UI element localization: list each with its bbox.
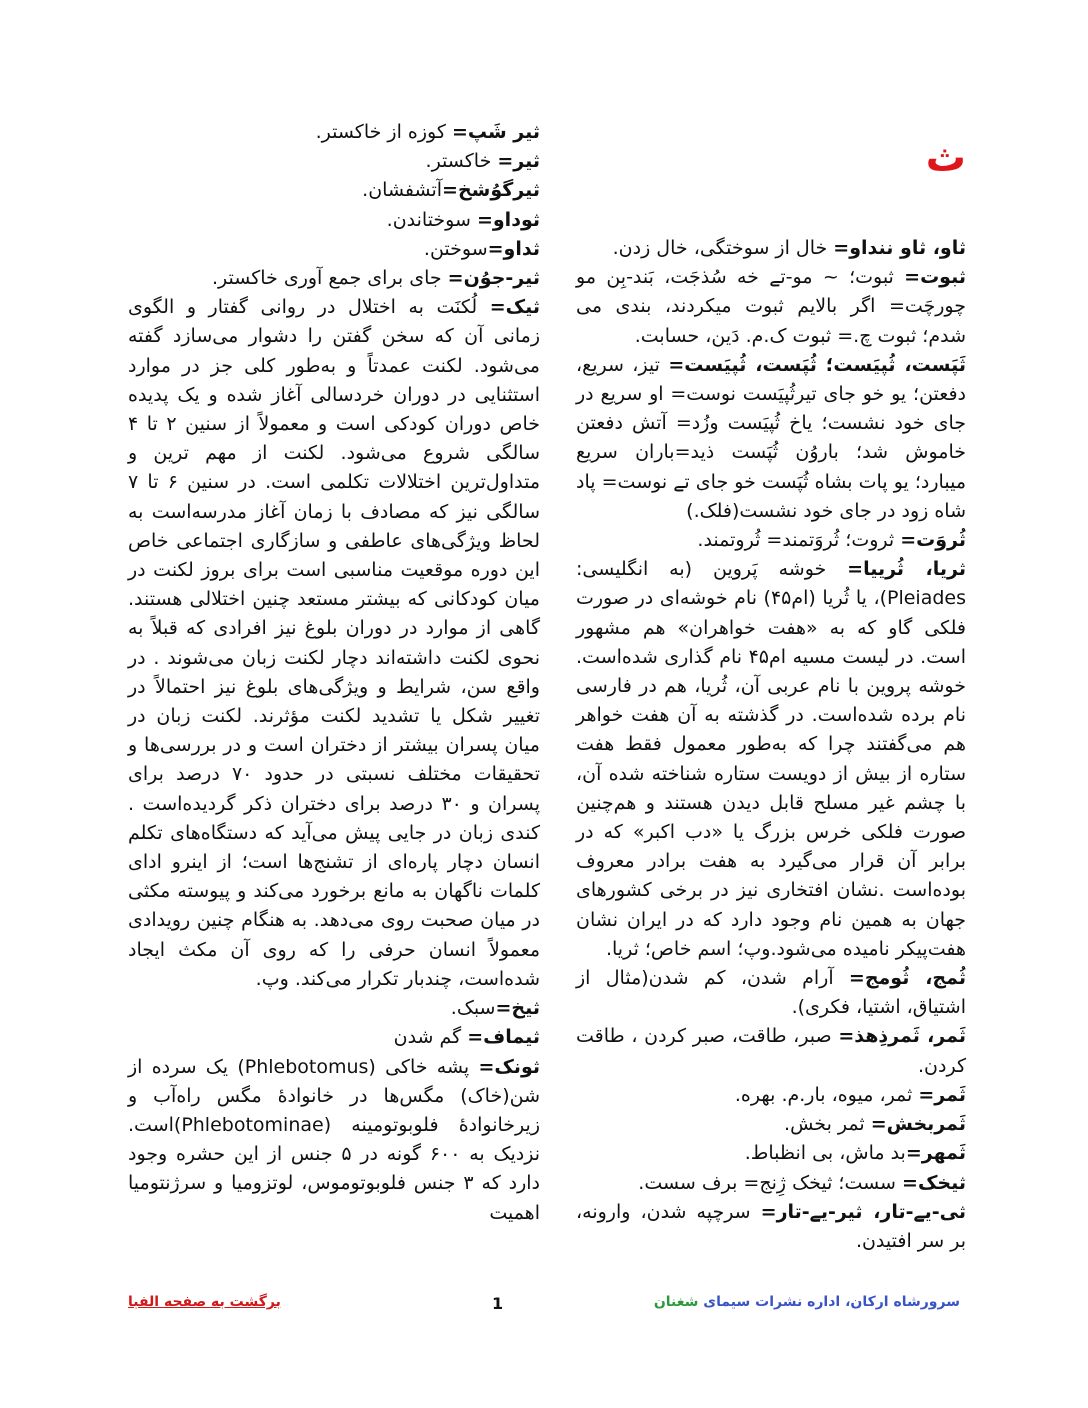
dictionary-entry <box>128 1053 540 1228</box>
entry-headword: ثیخ= <box>495 997 540 1020</box>
dictionary-entry <box>128 176 540 205</box>
page-number: 1 <box>492 1294 504 1313</box>
dictionary-entry <box>576 1169 966 1198</box>
entry-definition: آرام شدن، کم شدن(مثال از اشتیاق، اشتیا، فکری). <box>576 967 966 1019</box>
entry-headword: ثونک= <box>478 1055 540 1078</box>
dictionary-entry <box>576 555 966 964</box>
entry-headword: ثداو= <box>487 237 540 260</box>
publisher-label: اداره نشرات <box>755 1294 846 1310</box>
dictionary-entry <box>576 1081 966 1110</box>
entry-definition: بد ماش، بی انظباط. <box>744 1142 906 1165</box>
dictionary-entry <box>576 1139 966 1168</box>
entry-definition: پشه خاکی (Phlebotomus) یک سرده از شن(خاک) مگس‌ها در خانوادهٔ مگس راه‌آب و زیرخانوادهٔ فلوبوتومینه (Phlebotominae)است. نزدیک به ۶۰۰ گونه در ۵ جنس از این حشره وجود دارد که ۳ جنس فلوبوتوموس، لوتزومیا و سرژنتومیا اهمیت <box>128 1055 541 1224</box>
entry-headword: ثُروَت= <box>900 529 966 552</box>
entry-definition: سوختن. <box>423 237 488 260</box>
entry-headword: ثاو، ثاو ننداو= <box>833 237 966 259</box>
entry-headword: ثبوت= <box>904 266 966 289</box>
entry-definition: خاکستر. <box>425 150 498 173</box>
entry-headword: ثریا، ثُرییا= <box>847 558 966 581</box>
entry-definition: جای برای جمع آوری خاکستر. <box>212 267 448 290</box>
entry-definition: سست؛ ثیخک ژِنج= برف سست. <box>638 1171 903 1194</box>
dictionary-entry <box>576 234 966 263</box>
entry-headword: ثَمهر= <box>905 1142 966 1165</box>
entry-definition: سوختاندن. <box>386 208 477 231</box>
dictionary-entry <box>128 118 540 147</box>
dictionary-entry <box>576 1198 966 1256</box>
entry-headword: ثَمربخش= <box>870 1113 966 1136</box>
right-entries <box>576 234 966 1256</box>
entry-headword: ثیر-جوُن= <box>447 267 540 290</box>
back-to-alphabet-link[interactable]: برگشت به صفحه الفبا <box>128 1294 281 1310</box>
entry-definition: لُکنَت به اختلال در روانی گفتار و الگوی زمانی آن که سخن گفتن را دشوار می‌سازد گفته می‌شود. لکنت عمدتاً و به‌طور کلی جز در موارد استثنایی در دوران خردسالی آغاز شده و یک پدیده خاص دوران کودکی است و معمولاً از سنین ۲ تا ۴ سالگی شروع می‌شود. لکنت از مهم ترین و متداول‌ترین اختلالات تکلمی است. در سنین ۶ تا ۷ سالگی نیز که مصادف با زمان آغاز مدرسه‌است به لحاظ ویژگی‌های عاطفی و سازگاری اجتماعی خاص این دوره موقعیت مناسبی است برای بروز لکنت در میان کودکانی که بیشتر مستعد چنین اختلالی هستند. گاهی از موارد در دوران بلوغ نیز افرادی که قبلاً به نحوی لکنت داشته‌اند دچار لکنت زبان می‌شوند . در واقع سن، شرایط و ویژگی‌های بلوغ نیز احتمالاً در تغییر شکل یا تشدید لکنت مؤثرند. لکنت زبان در میان پسران بیشتر از دختران است و در بررسی‌ها و تحقیقات مختلف نسبتی در حدود ۷۰ درصد برای پسران و ۳۰ درصد برای دختران ذکر گردیده‌است . کندی زبان در جایی پیش می‌آید که دستگاه‌های تکلم انسان دچار پاره‌ای از تشنج‌ها است؛ از اینرو ادای کلمات ناگهان به مانع برخورد می‌کند و پیوسته مکثی در میان صحبت روی می‌دهد. به هنگام چنین رویدادی معمولاً انسان حرفی را که روی آن مکث ایجاد شده‌است، چندبار تکرار می‌کند. وپ. <box>128 296 541 990</box>
dictionary-entry <box>576 263 966 351</box>
left-column <box>128 118 540 1228</box>
entry-definition: آتشفشان. <box>362 179 443 202</box>
dictionary-entry <box>576 1110 966 1139</box>
publisher-name-part1: سیمای <box>703 1294 756 1310</box>
entry-definition: سرچپه شدن، وارونه، بر سر افتیدن. <box>576 1200 966 1252</box>
entry-headword: ثَمر، ثَمرذِهذ= <box>838 1025 966 1048</box>
entry-headword: ثیک= <box>489 296 540 319</box>
entry-definition: ثمر، میوه، بار.م. بهره. <box>734 1083 919 1106</box>
publisher-name-part2: شغنان <box>653 1294 704 1310</box>
dictionary-entry <box>576 1022 966 1080</box>
entry-definition: کوزه از خاکستر. <box>315 121 452 143</box>
entry-definition: ثبوت؛ ~ مو-تے خه سُذجَت، بَند-بِن مو چورچَت= اگر بالایم ثبوت میکردند، بندی می شدم؛ ثبوت چ.= ثبوت ک.م. دَین، حسابت. <box>576 266 966 347</box>
entry-headword: ثوداو= <box>476 208 540 231</box>
dictionary-entry <box>128 264 540 293</box>
entry-definition: سبک. <box>450 997 496 1020</box>
left-entries <box>128 118 540 1228</box>
dictionary-entry <box>576 964 966 1022</box>
right-column <box>576 118 966 1256</box>
author-name: سرورشاه ارکان، <box>845 1294 960 1310</box>
entry-headword: ثیخک= <box>902 1171 966 1194</box>
entry-headword: ثیماف= <box>467 1026 540 1049</box>
dictionary-entry <box>128 994 540 1023</box>
entry-headword: ثَمر= <box>918 1083 966 1106</box>
entry-headword: ثَپَست، ثُپیَست؛ ثُپَست، ثُپیَست= <box>668 353 966 376</box>
entry-headword: ثیر= <box>497 150 540 173</box>
entry-headword: ثُمج، ثُومج= <box>848 967 966 990</box>
entry-headword: ثیر شَپ= <box>451 121 540 143</box>
entry-headword: ثی-یے-تار، ثیر-یے-تار= <box>760 1200 967 1223</box>
dictionary-entry <box>128 235 540 264</box>
dictionary-entry <box>576 526 966 555</box>
entry-definition: تیز، سریع، دفعتن؛ یو خو جای تیرثُپیَست نوست= او سریع در جای خود نشست؛ یاخ ثُپیَست وزُد= آتش دفعتن خاموش شد؛ باروُن ثُپَست ذید=باران سریع میبارد؛ یو پات بشاه ثُپَست خو جای تے نوست= پاد شاه زود در جای خود نشست(فلک.) <box>576 353 966 522</box>
dictionary-entry <box>128 206 540 235</box>
dictionary-entry <box>128 293 540 994</box>
entry-headword: ثیرگوُشخ= <box>442 179 540 202</box>
footer-credit <box>654 1294 960 1310</box>
entry-definition: ثمر بخش. <box>784 1113 871 1136</box>
dictionary-entry <box>576 351 966 526</box>
section-letter-heading: ث <box>925 135 966 181</box>
entry-definition: صبر، طاقت، صبر کردن ، طاقت کردن. <box>576 1025 966 1077</box>
entry-definition: ثروت؛ ثُروَتمند= ثُروتمند. <box>697 529 901 552</box>
entry-definition: گم شدن <box>393 1026 468 1049</box>
entry-definition: خال از سوختگی، خال زدن. <box>612 237 834 259</box>
dictionary-entry <box>128 1023 540 1052</box>
entry-definition: خوشه پَروین (به انگلیسی: Pleiades)، یا ثُریا (ام۴۵) نام خوشه‌ای در صورت فلکی گاو که به «هفت خواهران» هم مشهور است. در لیست مسیه ام۴۵ نام گذاری شده‌است. خوشه پروین با نام عربی آن، ثُریا، هم در فارسی نام برده شده‌است. در گذشته به آن هفت خواهر هم می‌گفتند چرا که به‌طور معمول فقط هفت ستاره از بیش از دویست ستاره شناخته شده آن، با چشم غیر مسلح قابل دیدن هستند و هم‌چنین صورت فلکی خرس بزرگ یا «دب اکبر» که در برابر آن قرار می‌گیرد به هفت برادر معروف بوده‌است .نشان افتخاری نیز در برخی کشورهای جهان به همین نام وجود دارد که در ایران نشان هفت‌پیکر نامیده می‌شود.وپ؛ اسم خاص؛ ثریا. <box>576 558 966 960</box>
dictionary-entry <box>128 147 540 176</box>
